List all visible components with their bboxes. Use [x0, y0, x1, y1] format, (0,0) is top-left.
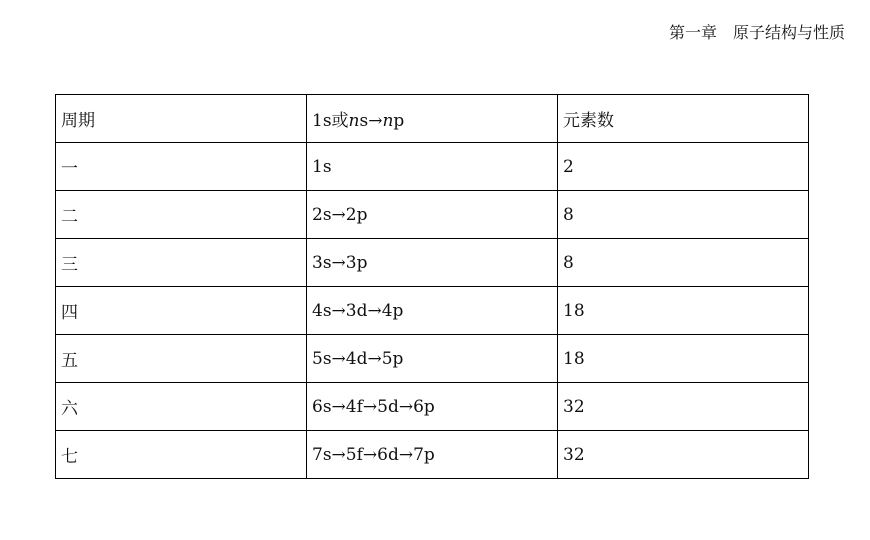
header-count: 元素数 [558, 95, 809, 143]
count-cell: 32 [558, 383, 809, 431]
header-sequence-mid: s→ [359, 111, 383, 131]
header-sequence-n2: n [382, 111, 394, 131]
count-cell: 18 [558, 335, 809, 383]
table-row [56, 287, 809, 335]
header-period: 周期 [56, 95, 307, 143]
count-cell: 32 [558, 431, 809, 479]
table-header-row [56, 95, 809, 143]
table-row [56, 431, 809, 479]
table-row [56, 239, 809, 287]
table-row [56, 335, 809, 383]
sequence-cell: 2s→2p [307, 191, 558, 239]
count-cell: 8 [558, 191, 809, 239]
table-row [56, 191, 809, 239]
header-sequence-n1: n [348, 111, 360, 131]
sequence-cell: 6s→4f→5d→6p [307, 383, 558, 431]
period-cell: 七 [56, 431, 307, 479]
sequence-cell: 7s→5f→6d→7p [307, 431, 558, 479]
table-row [56, 383, 809, 431]
header-sequence [307, 95, 558, 143]
header-sequence-prefix: 1s或 [312, 111, 349, 131]
count-cell: 2 [558, 143, 809, 191]
header-sequence-suffix: p [393, 111, 405, 131]
period-orbital-table [55, 94, 809, 479]
period-cell: 五 [56, 335, 307, 383]
sequence-cell: 3s→3p [307, 239, 558, 287]
count-cell: 8 [558, 239, 809, 287]
sequence-cell: 4s→3d→4p [307, 287, 558, 335]
period-cell: 三 [56, 239, 307, 287]
count-cell: 18 [558, 287, 809, 335]
period-cell: 二 [56, 191, 307, 239]
period-cell: 六 [56, 383, 307, 431]
period-cell: 四 [56, 287, 307, 335]
period-cell: 一 [56, 143, 307, 191]
sequence-cell: 5s→4d→5p [307, 335, 558, 383]
sequence-cell: 1s [307, 143, 558, 191]
table-row [56, 143, 809, 191]
chapter-header: 第一章 原子结构与性质 [668, 23, 845, 42]
